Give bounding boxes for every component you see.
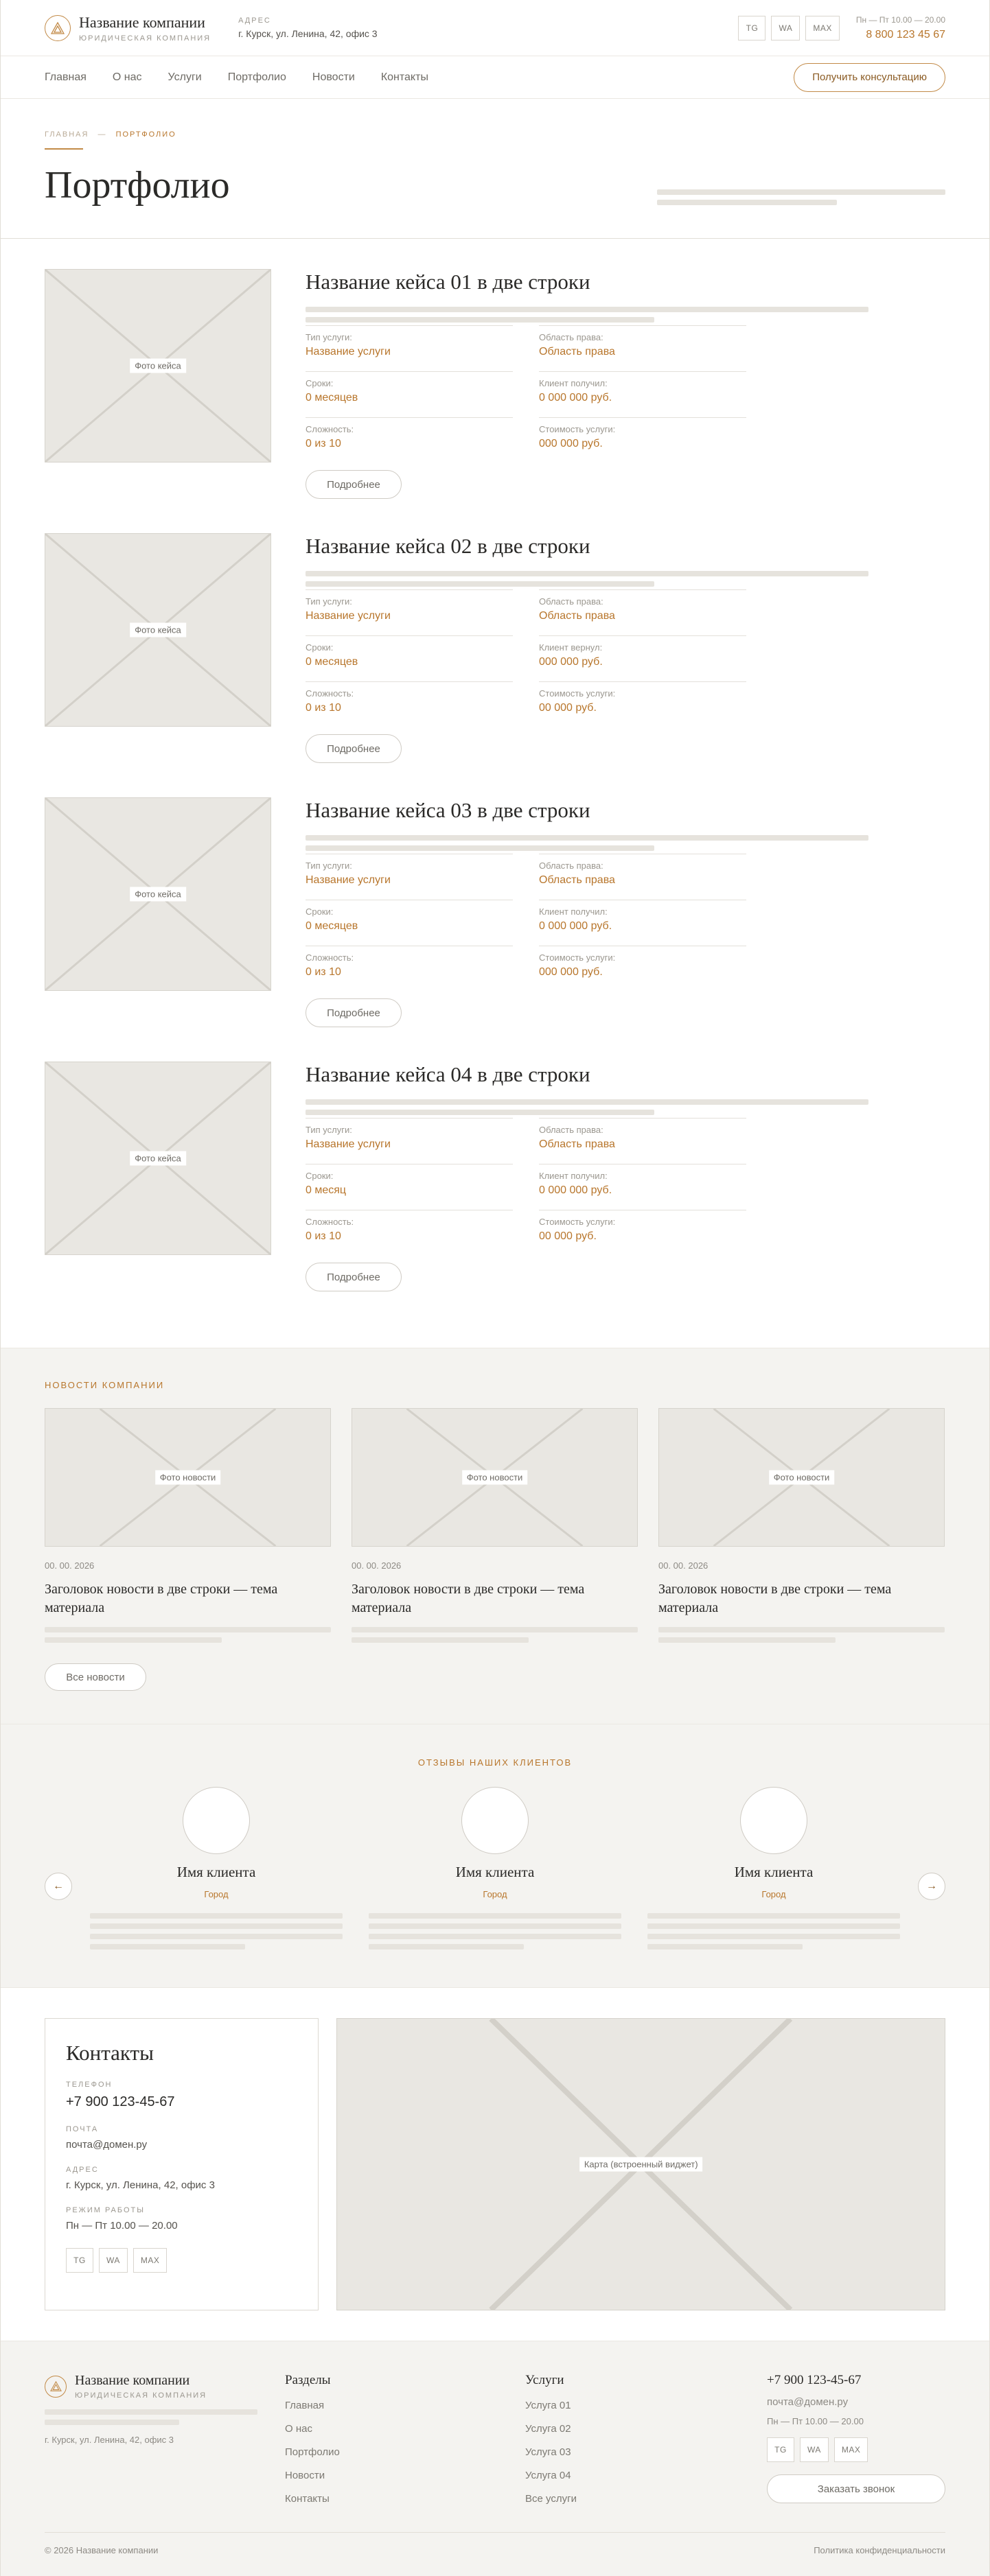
case-body	[306, 797, 945, 1062]
case-card	[45, 533, 945, 797]
case-title[interactable]: Название кейса 03 в две строки	[306, 798, 590, 822]
news-section	[1, 1348, 989, 1724]
field-value: 0 000 000 руб.	[539, 392, 612, 403]
news-grid	[45, 1408, 945, 1643]
breadcrumb-separator: —	[97, 130, 107, 139]
contact-phone-link[interactable]: +7 900 123-45-67	[66, 2094, 175, 2109]
case-photo[interactable]	[45, 1062, 271, 1255]
field-label: Клиент получил:	[539, 906, 608, 917]
header-contacts	[856, 15, 945, 41]
field-value: 000 000 руб.	[539, 438, 603, 449]
breadcrumb-underline	[45, 148, 83, 150]
nav-item-services[interactable]: Услуги	[168, 71, 202, 83]
case-card	[45, 1062, 945, 1326]
contact-card	[45, 2018, 319, 2310]
text-line	[306, 307, 868, 312]
whatsapp-button[interactable]: WA	[800, 2437, 829, 2462]
text-line	[658, 1637, 836, 1643]
header-phone-link[interactable]: 8 800 123 45 67	[866, 28, 945, 40]
field-value: 0 месяцев	[306, 392, 358, 403]
case-more-button[interactable]: Подробнее	[306, 734, 402, 763]
messenger-links	[767, 2437, 945, 2462]
header-top-bar	[1, 0, 989, 56]
footer-contacts	[767, 2373, 945, 2505]
case-card	[45, 797, 945, 1062]
case-field	[306, 635, 513, 681]
nav-item-news[interactable]: Новости	[312, 71, 355, 83]
case-more-button[interactable]: Подробнее	[306, 470, 402, 499]
text-line	[352, 1637, 529, 1643]
max-button[interactable]: MAX	[834, 2437, 868, 2462]
company-name: Название компании	[79, 13, 205, 31]
case-photo-label: Фото кейса	[130, 623, 186, 637]
text-line	[90, 1923, 343, 1929]
field-value: 0 000 000 руб.	[539, 920, 612, 932]
case-body	[306, 1062, 945, 1326]
intro-text-placeholder	[657, 189, 945, 205]
header-right	[738, 15, 945, 41]
footer-phone-link[interactable]: +7 900 123-45-67	[767, 2373, 862, 2387]
field-value: Название услуги	[306, 1138, 391, 1150]
news-photo[interactable]	[658, 1408, 945, 1547]
prev-arrow-icon[interactable]: ←	[45, 1873, 72, 1900]
phone-label: ТЕЛЕФОН	[66, 2081, 113, 2089]
news-date: 00. 00. 2026	[352, 1560, 402, 1571]
request-call-button[interactable]: Заказать звонок	[767, 2474, 945, 2503]
portfolio-list	[1, 239, 989, 1348]
brand[interactable]	[79, 14, 211, 43]
footer-services	[525, 2373, 765, 2505]
copyright: © 2026 Название компании	[45, 2545, 159, 2555]
avatar	[740, 1787, 807, 1854]
field-label: Сложность:	[306, 688, 354, 699]
text-line	[90, 1934, 343, 1939]
field-label: Тип услуги:	[306, 1125, 352, 1135]
case-field	[539, 371, 746, 417]
page-title: Портфолио	[45, 164, 230, 207]
review-card	[647, 1787, 900, 1949]
text-line	[306, 1099, 868, 1105]
get-consultation-button[interactable]: Получить консультацию	[794, 63, 945, 92]
text-line	[45, 1627, 331, 1632]
contact-hours: Пн — Пт 10.00 — 20.00	[66, 2220, 178, 2232]
case-photo[interactable]	[45, 533, 271, 727]
footer-mail-link[interactable]: почта@домен.ру	[767, 2396, 849, 2408]
client-city: Город	[204, 1889, 229, 1899]
field-value: Название услуги	[306, 874, 391, 886]
field-value: 0 месяцев	[306, 656, 358, 668]
field-label: Область права:	[539, 860, 603, 871]
breadcrumb	[45, 130, 945, 139]
field-value: 0 из 10	[306, 966, 341, 978]
field-label: Сложность:	[306, 424, 354, 434]
messenger-links	[738, 16, 839, 40]
address-label: АДРЕС	[238, 16, 271, 25]
news-card[interactable]	[45, 1408, 331, 1643]
review-text-placeholder	[647, 1913, 900, 1949]
case-title[interactable]: Название кейса 01 в две строки	[306, 270, 590, 294]
text-line	[306, 845, 654, 851]
logo-icon[interactable]	[45, 15, 71, 41]
telegram-button[interactable]: TG	[767, 2437, 794, 2462]
text-line	[657, 200, 837, 205]
case-description-placeholder	[306, 307, 868, 323]
case-description-placeholder	[306, 1099, 868, 1115]
text-line	[306, 571, 868, 576]
news-photo-label: Фото новости	[155, 1471, 221, 1485]
review-text-placeholder	[369, 1913, 621, 1949]
text-line	[306, 581, 654, 587]
footer-link-service-03[interactable]: Услуга 03	[525, 2446, 571, 2458]
case-details	[306, 854, 945, 992]
case-field	[306, 946, 513, 992]
footer-link-news[interactable]: Новости	[285, 2470, 325, 2481]
field-value: Название услуги	[306, 346, 391, 358]
case-more-button[interactable]: Подробнее	[306, 1263, 402, 1291]
address-value: г. Курск, ул. Ленина, 42, офис 3	[238, 28, 378, 39]
footer-logo[interactable]	[45, 2373, 285, 2400]
case-details	[306, 589, 945, 727]
news-date: 00. 00. 2026	[658, 1560, 709, 1571]
case-card	[45, 269, 945, 533]
field-label: Область права:	[539, 1125, 603, 1135]
site-header	[1, 0, 989, 99]
case-field	[306, 589, 513, 635]
field-value: 0 месяц	[306, 1184, 347, 1196]
footer-link-home[interactable]: Главная	[285, 2400, 325, 2411]
field-label: Клиент вернул:	[539, 642, 603, 653]
case-field	[539, 417, 746, 463]
case-photo[interactable]	[45, 797, 271, 991]
privacy-policy-link[interactable]: Политика конфиденциальности	[814, 2545, 945, 2555]
footer-text-placeholder	[45, 2409, 285, 2425]
case-field	[539, 635, 746, 681]
company-subtitle: ЮРИДИЧЕСКАЯ КОМПАНИЯ	[79, 34, 211, 43]
hours-label: РЕЖИМ РАБОТЫ	[66, 2206, 146, 2214]
mail-label: ПОЧТА	[66, 2125, 99, 2133]
text-line	[45, 2409, 257, 2415]
field-value: 00 000 руб.	[539, 1230, 597, 1242]
news-photo-label: Фото новости	[769, 1471, 835, 1485]
breadcrumb-home[interactable]: ГЛАВНАЯ	[45, 130, 89, 139]
footer-address: г. Курск, ул. Ленина, 42, офис 3	[45, 2435, 174, 2445]
field-value: 0 из 10	[306, 1230, 341, 1242]
site-footer	[1, 2341, 989, 2576]
field-value: 0 из 10	[306, 702, 341, 714]
case-details	[306, 1118, 945, 1256]
news-excerpt-placeholder	[658, 1627, 945, 1643]
field-label: Стоимость услуги:	[539, 1217, 616, 1227]
field-value: Название услуги	[306, 610, 391, 622]
text-line	[45, 2420, 179, 2425]
text-line	[369, 1934, 621, 1939]
news-photo[interactable]	[45, 1408, 331, 1547]
text-line	[90, 1944, 245, 1949]
field-label: Стоимость услуги:	[539, 688, 616, 699]
news-date: 00. 00. 2026	[45, 1560, 95, 1571]
news-section-label: НОВОСТИ КОМПАНИИ	[45, 1380, 165, 1390]
case-photo-label: Фото кейса	[130, 887, 186, 902]
text-line	[369, 1913, 621, 1919]
header-address	[238, 16, 377, 39]
case-field	[306, 1118, 513, 1164]
contacts-section	[1, 1987, 989, 2341]
news-excerpt-placeholder	[352, 1627, 638, 1643]
field-value: Область права	[539, 610, 615, 622]
footer-brand	[45, 2373, 285, 2505]
contact-address: г. Курск, ул. Ленина, 42, офис 3	[66, 2179, 215, 2191]
text-line	[657, 189, 945, 195]
footer-link-contacts[interactable]: Контакты	[285, 2493, 330, 2505]
case-field	[539, 325, 746, 371]
whatsapp-button[interactable]: WA	[771, 16, 800, 40]
max-button[interactable]: MAX	[133, 2248, 168, 2273]
field-label: Стоимость услуги:	[539, 424, 616, 434]
field-label: Сроки:	[306, 642, 334, 653]
field-value: 0 из 10	[306, 438, 341, 449]
reviews-section-label: ОТЗЫВЫ НАШИХ КЛИЕНТОВ	[417, 1757, 573, 1768]
field-value: 00 000 руб.	[539, 702, 597, 714]
client-name: Имя клиента	[734, 1864, 814, 1880]
text-line	[658, 1627, 945, 1632]
telegram-button[interactable]: TG	[738, 16, 765, 40]
address-label: АДРЕС	[66, 2166, 99, 2174]
field-label: Сроки:	[306, 378, 334, 388]
next-arrow-icon[interactable]: →	[918, 1873, 945, 1900]
footer-sections-heading: Разделы	[285, 2373, 331, 2387]
field-label: Сроки:	[306, 1171, 334, 1181]
field-label: Стоимость услуги:	[539, 952, 616, 963]
field-label: Область права:	[539, 332, 603, 342]
text-line	[647, 1934, 900, 1939]
case-field	[306, 854, 513, 900]
footer-company-name: Название компании	[75, 2373, 190, 2388]
news-title[interactable]: Заголовок новости в две строки — тема материала	[352, 1582, 585, 1615]
news-title[interactable]: Заголовок новости в две строки — тема материала	[658, 1582, 892, 1615]
news-card[interactable]	[352, 1408, 638, 1643]
footer-link-portfolio[interactable]: Портфолио	[285, 2446, 340, 2458]
field-value: Область права	[539, 874, 615, 886]
field-label: Область права:	[539, 596, 603, 607]
news-photo-label: Фото новости	[462, 1471, 528, 1485]
client-city: Город	[483, 1889, 507, 1899]
all-news-button[interactable]: Все новости	[45, 1663, 146, 1691]
field-label: Тип услуги:	[306, 860, 352, 871]
case-field	[306, 681, 513, 727]
text-line	[352, 1627, 638, 1632]
case-details	[306, 325, 945, 463]
footer-company-subtitle: ЮРИДИЧЕСКАЯ КОМПАНИЯ	[75, 2391, 207, 2400]
case-photo[interactable]	[45, 269, 271, 462]
field-value: 0 000 000 руб.	[539, 1184, 612, 1196]
case-more-button[interactable]: Подробнее	[306, 998, 402, 1027]
avatar	[183, 1787, 250, 1854]
nav-item-portfolio[interactable]: Портфолио	[227, 71, 286, 83]
field-value: 000 000 руб.	[539, 966, 603, 978]
case-field	[539, 900, 746, 946]
case-field	[306, 900, 513, 946]
field-label: Тип услуги:	[306, 596, 352, 607]
case-field	[539, 1210, 746, 1256]
whatsapp-button[interactable]: WA	[99, 2248, 128, 2273]
field-label: Сложность:	[306, 952, 354, 963]
footer-link-service-02[interactable]: Услуга 02	[525, 2423, 571, 2435]
working-hours: Пн — Пт 10.00 — 20.00	[855, 14, 945, 25]
footer-link-service-04[interactable]: Услуга 04	[525, 2470, 571, 2481]
client-name: Имя клиента	[176, 1864, 256, 1880]
case-field	[539, 1164, 746, 1210]
case-body	[306, 533, 945, 797]
text-line	[647, 1913, 900, 1919]
footer-link-all-services[interactable]: Все услуги	[525, 2493, 577, 2505]
text-line	[306, 317, 654, 323]
field-label: Тип услуги:	[306, 332, 352, 342]
map-widget[interactable]	[336, 2018, 945, 2310]
breadcrumb-current: ПОРТФОЛИО	[115, 130, 176, 139]
text-line	[90, 1913, 343, 1919]
case-field	[306, 417, 513, 463]
footer-hours: Пн — Пт 10.00 — 20.00	[767, 2416, 864, 2426]
client-city: Город	[761, 1889, 786, 1899]
text-line	[647, 1923, 900, 1929]
reviews-section	[1, 1724, 989, 1987]
field-label: Сложность:	[306, 1217, 354, 1227]
news-photo[interactable]	[352, 1408, 638, 1547]
case-title[interactable]: Название кейса 04 в две строки	[306, 1062, 590, 1086]
field-label: Клиент получил:	[539, 1171, 608, 1181]
max-button[interactable]: MAX	[805, 16, 840, 40]
text-line	[369, 1923, 621, 1929]
telegram-button[interactable]: TG	[66, 2248, 93, 2273]
contact-mail-link[interactable]: почта@домен.ру	[66, 2139, 148, 2151]
text-line	[45, 1637, 222, 1643]
case-field	[539, 946, 746, 992]
news-excerpt-placeholder	[45, 1627, 331, 1643]
footer-link-service-01[interactable]: Услуга 01	[525, 2400, 571, 2411]
review-card	[90, 1787, 343, 1949]
field-label: Клиент получил:	[539, 378, 608, 388]
logo-icon	[45, 2376, 67, 2398]
field-value: Область права	[539, 1138, 615, 1150]
messenger-links	[66, 2248, 297, 2273]
field-label: Сроки:	[306, 906, 334, 917]
case-field	[539, 589, 746, 635]
field-value: 0 месяцев	[306, 920, 358, 932]
footer-services-heading: Услуги	[525, 2373, 564, 2387]
reviews-carousel	[45, 1787, 945, 1949]
nav-item-home[interactable]: Главная	[45, 71, 87, 83]
nav-item-contacts[interactable]: Контакты	[380, 71, 428, 83]
client-name: Имя клиента	[455, 1864, 535, 1880]
footer-bottom	[45, 2532, 945, 2555]
news-card[interactable]	[658, 1408, 945, 1643]
case-photo-label: Фото кейса	[130, 1151, 186, 1166]
text-line	[647, 1944, 803, 1949]
nav-item-about[interactable]: О нас	[112, 71, 142, 83]
case-description-placeholder	[306, 571, 868, 587]
field-value: 000 000 руб.	[539, 656, 603, 668]
case-description-placeholder	[306, 835, 868, 851]
case-field	[306, 325, 513, 371]
text-line	[306, 835, 868, 841]
main-nav	[1, 56, 989, 99]
case-field	[539, 854, 746, 900]
footer-link-about[interactable]: О нас	[285, 2423, 312, 2435]
text-line	[306, 1110, 654, 1115]
review-card	[369, 1787, 621, 1949]
avatar	[461, 1787, 529, 1854]
footer-sections	[285, 2373, 525, 2505]
case-field	[539, 681, 746, 727]
case-title[interactable]: Название кейса 02 в две строки	[306, 534, 590, 558]
case-field	[539, 1118, 746, 1164]
news-title[interactable]: Заголовок новости в две строки — тема материала	[45, 1582, 278, 1615]
review-text-placeholder	[90, 1913, 343, 1949]
case-field	[306, 371, 513, 417]
case-field	[306, 1164, 513, 1210]
page-header	[1, 99, 989, 239]
footer-brand-text	[75, 2373, 207, 2400]
contacts-title: Контакты	[66, 2041, 154, 2065]
case-body	[306, 269, 945, 533]
case-field	[306, 1210, 513, 1256]
case-photo-label: Фото кейса	[130, 359, 186, 373]
field-value: Область права	[539, 346, 615, 358]
text-line	[369, 1944, 524, 1949]
footer-columns	[45, 2373, 945, 2505]
map-label: Карта (встроенный виджет)	[579, 2157, 703, 2172]
